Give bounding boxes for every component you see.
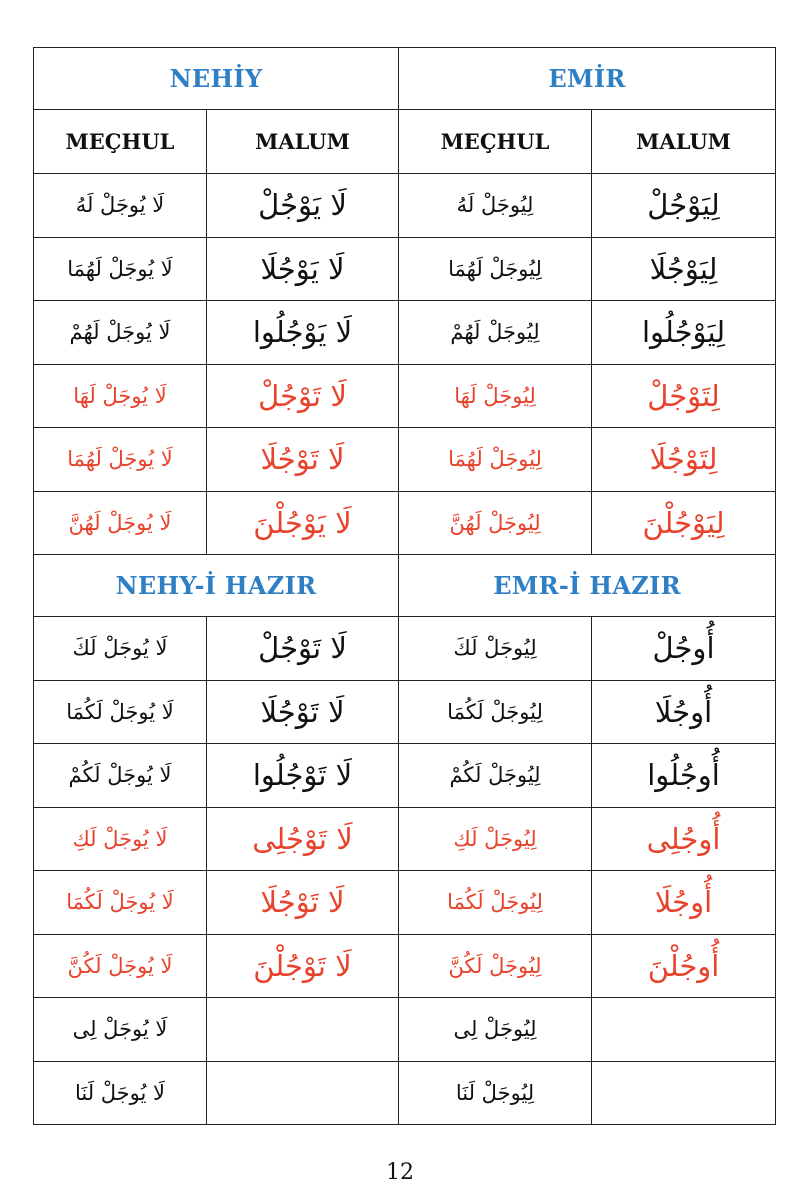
emir-malum-form: لِيَوْجُلْنَ — [642, 505, 725, 540]
table-cell — [399, 998, 592, 1062]
table-cell — [399, 174, 592, 238]
nehy-i-hazir-title: NEHY-İ HAZIR — [115, 571, 317, 600]
table-cell — [399, 680, 592, 744]
emir-malum-form: لِيَوْجُلُوا — [641, 315, 726, 350]
table-cell — [207, 301, 399, 365]
emir-mechul-form: لِيُوجَلْ لَكَ — [453, 636, 537, 661]
table-cell — [399, 744, 592, 808]
table-cell — [34, 237, 207, 301]
table-cell — [34, 871, 207, 935]
emir-mechul-form: لِيُوجَلْ لِى — [453, 1017, 537, 1042]
table-cell — [34, 998, 207, 1062]
empty-cell — [207, 1061, 399, 1125]
table-cell — [207, 174, 399, 238]
nehiy-mechul-form: لَا يُوجَلْ لَكُنَّ — [67, 953, 173, 978]
table-cell — [34, 617, 207, 681]
emir-mechul-form: لِيُوجَلْ لَهُمْ — [450, 320, 540, 345]
table-row — [34, 237, 776, 301]
table-row — [34, 998, 776, 1062]
table-cell — [592, 428, 776, 492]
nehiy-mechul-form: لَا يُوجَلْ لِى — [72, 1017, 168, 1042]
table-cell — [399, 807, 592, 871]
empty-cell — [592, 1061, 776, 1125]
emir-mechul-form: لِيُوجَلْ لَهُمَا — [448, 256, 542, 281]
table-cell — [399, 491, 592, 555]
table-cell — [592, 871, 776, 935]
table-cell — [207, 491, 399, 555]
table-cell — [399, 871, 592, 935]
emir-section-title: EMİR — [548, 64, 626, 93]
emir-malum-form: أُوجُلْنَ — [647, 948, 720, 983]
nehiy-malum-form: لَا يَوْجُلُوا — [252, 315, 353, 350]
table-cell — [207, 871, 399, 935]
emir-mechul-form: لِيُوجَلْ لَكُنَّ — [448, 953, 542, 978]
emir-malum-form: لِتَوْجُلَا — [649, 442, 718, 477]
page-number: 12 — [386, 1160, 414, 1185]
nehiy-mechul-form: لَا يُوجَلْ لَهُ — [75, 193, 165, 218]
emir-malum-form: أُوجُلُوا — [647, 758, 720, 793]
nehiy-malum-form: لَا تَوْجُلْ — [258, 631, 347, 666]
conjugation-table — [33, 47, 776, 1125]
table-row — [34, 680, 776, 744]
table-cell — [399, 934, 592, 998]
nehiy-mechul-form: لَا يُوجَلْ لَنَا — [74, 1080, 166, 1105]
emir-malum-form: أُوجُلَا — [654, 694, 713, 729]
emir-mechul-form: لِيُوجَلْ لَكِ — [453, 826, 537, 851]
table-cell — [207, 237, 399, 301]
table-cell — [34, 680, 207, 744]
table-cell — [399, 617, 592, 681]
emir-malum-form: أُوجُلِى — [646, 821, 721, 856]
empty-cell — [592, 998, 776, 1062]
table-cell — [34, 744, 207, 808]
table-row — [34, 301, 776, 365]
nehiy-malum-form: لَا تَوْجُلِى — [252, 821, 353, 856]
nehiy-malum-form: لَا تَوْجُلْ — [258, 378, 347, 413]
nehiy-malum-form: لَا تَوْجُلَا — [260, 442, 345, 477]
emir-section-cell — [399, 48, 776, 110]
nehiy-mechul-form: لَا يُوجَلْ لَهُمْ — [69, 320, 171, 345]
emir-malum-form: أُوجُلَا — [654, 885, 713, 920]
table-cell — [207, 428, 399, 492]
table-cell — [34, 174, 207, 238]
nehiy-malum-form: لَا تَوْجُلُوا — [252, 758, 353, 793]
nehiy-mechul-form: لَا يُوجَلْ لَكِ — [72, 826, 168, 851]
table-cell — [399, 301, 592, 365]
nehiy-mechul-form: لَا يُوجَلْ لَكَ — [72, 636, 168, 661]
nehiy-mechul-form: لَا يُوجَلْ لَهُمَا — [67, 256, 173, 281]
table-cell — [34, 428, 207, 492]
table-cell — [592, 364, 776, 428]
emir-mechul-form: لِيُوجَلْ لَكُمَا — [447, 699, 543, 724]
emir-mechul-form: لِيُوجَلْ لَهُ — [456, 193, 534, 218]
table-row — [34, 428, 776, 492]
emir-malum-form: لِيَوْجُلَا — [649, 251, 718, 286]
nehiy-malum-form: لَا تَوْجُلْنَ — [253, 948, 352, 983]
table-cell — [34, 934, 207, 998]
column-header-cell — [34, 110, 207, 174]
nehiy-malum-form: لَا يَوْجُلْنَ — [253, 505, 352, 540]
nehiy-malum-header: MALUM — [255, 129, 350, 154]
top-section-header — [34, 48, 776, 110]
table-cell — [34, 491, 207, 555]
table-cell — [592, 807, 776, 871]
nehiy-malum-form: لَا تَوْجُلَا — [260, 885, 345, 920]
table-cell — [34, 1061, 207, 1125]
table-cell — [399, 237, 592, 301]
table-cell — [592, 617, 776, 681]
column-header-row — [34, 110, 776, 174]
nehiy-mechul-form: لَا يُوجَلْ لَهُمَا — [67, 447, 173, 472]
nehiy-malum-form: لَا تَوْجُلَا — [260, 694, 345, 729]
table-cell — [592, 237, 776, 301]
table-cell — [592, 680, 776, 744]
nehiy-mechul-form: لَا يُوجَلْ لَهُنَّ — [68, 510, 172, 535]
emir-mechul-form: لِيُوجَلْ لَكُمَا — [447, 890, 543, 915]
table-row — [34, 364, 776, 428]
emir-mechul-form: لِيُوجَلْ لَهُنَّ — [449, 510, 541, 535]
empty-cell — [207, 998, 399, 1062]
emir-mechul-form: لِيُوجَلْ لَنَا — [455, 1080, 535, 1105]
table-row — [34, 871, 776, 935]
table-cell — [207, 934, 399, 998]
column-header-cell — [399, 110, 592, 174]
nehiy-section-title: NEHİY — [169, 64, 263, 93]
emir-malum-form: لِيَوْجُلْ — [647, 188, 720, 223]
nehiy-malum-form: لَا يَوْجُلْ — [258, 188, 347, 223]
table-cell — [399, 1061, 592, 1125]
table-cell — [207, 807, 399, 871]
table-cell — [34, 807, 207, 871]
emr-i-hazir-section-cell — [399, 555, 776, 617]
table-cell — [399, 364, 592, 428]
emir-mechul-form: لِيُوجَلْ لَهُمَا — [448, 447, 542, 472]
table-cell — [592, 934, 776, 998]
nehy-i-hazir-section-cell — [34, 555, 399, 617]
table-cell — [207, 617, 399, 681]
column-header-cell — [592, 110, 776, 174]
table-cell — [592, 174, 776, 238]
table-cell — [207, 680, 399, 744]
nehiy-mechul-form: لَا يُوجَلْ لَهَا — [73, 383, 167, 408]
nehiy-malum-form: لَا يَوْجُلَا — [260, 251, 345, 286]
emir-mechul-form: لِيُوجَلْ لَكُمْ — [449, 763, 541, 788]
table-cell — [34, 301, 207, 365]
emir-malum-form: أُوجُلْ — [652, 631, 715, 666]
table-row — [34, 744, 776, 808]
table-row — [34, 807, 776, 871]
emir-malum-form: لِتَوْجُلْ — [647, 378, 720, 413]
table-row — [34, 174, 776, 238]
table-row — [34, 491, 776, 555]
table-cell — [592, 744, 776, 808]
nehiy-section-cell — [34, 48, 399, 110]
bottom-section-header — [34, 555, 776, 617]
emir-malum-header: MALUM — [636, 129, 731, 154]
emir-mechul-form: لِيُوجَلْ لَهَا — [454, 383, 536, 408]
nehiy-mechul-header: MEÇHUL — [65, 129, 175, 154]
table-row — [34, 934, 776, 998]
table-cell — [592, 491, 776, 555]
table-row — [34, 617, 776, 681]
nehiy-mechul-form: لَا يُوجَلْ لَكُمَا — [66, 699, 174, 724]
emir-mechul-header: MEÇHUL — [440, 129, 550, 154]
nehiy-mechul-form: لَا يُوجَلْ لَكُمَا — [66, 890, 174, 915]
nehiy-mechul-form: لَا يُوجَلْ لَكُمْ — [68, 763, 172, 788]
table-cell — [207, 364, 399, 428]
table-cell — [207, 744, 399, 808]
column-header-cell — [207, 110, 399, 174]
table-cell — [592, 301, 776, 365]
emr-i-hazir-title: EMR-İ HAZIR — [493, 571, 681, 600]
table-row — [34, 1061, 776, 1125]
table-cell — [399, 428, 592, 492]
table-cell — [34, 364, 207, 428]
